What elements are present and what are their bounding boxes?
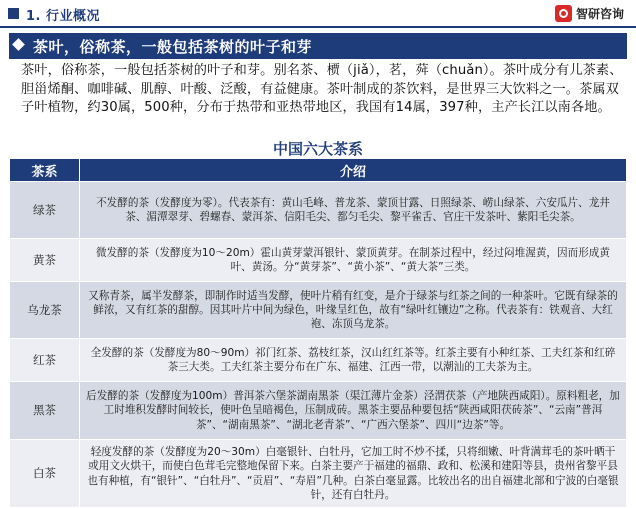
tea-category-name: 红茶 xyxy=(10,339,80,382)
tea-category-name: 黄茶 xyxy=(10,239,80,282)
tea-category-description: 全发酵的茶（发酵度为80～90m）祁门红茶、荔枝红茶，汉山红红茶等。红茶主要有小种红茶、工夫红茶和红碎茶三大类。工夫红茶主要分布在广东、福建、江西一带，以潮汕的工夫茶为主。 xyxy=(80,339,627,382)
section-title: 1. 行业概况 xyxy=(26,9,101,24)
tea-category-description: 后发酵的茶（发酵度为100m）普洱茶六堡茶湖南黑茶（渠江薄片金茶）泾渭茯茶（产地陕西咸阳）。原料粗老，加工时堆积发酵时间较长，使叶色呈暗褐色，压制成砖。黑茶主要品种要包括“陕西咸阳茯砖茶”、“云南”普洱茶”、“湖南黑茶”、“湖北老青茶”、“广西六堡茶”、四川“边茶”等。 xyxy=(80,382,627,440)
table-row xyxy=(10,339,627,382)
tea-category-name: 黑茶 xyxy=(10,382,80,440)
table-row xyxy=(10,440,627,508)
brand-logo-icon xyxy=(555,5,572,22)
intro-paragraph: 茶叶，俗称茶，一般包括茶树的叶子和芽。别名茶、槚（jiǎ），茗，荈（chuǎn）。茶叶成分有儿茶素、胆甾烯酮、咖啡碱、肌醇、叶酸、泛酸，有益健康。茶叶制成的茶饮料，是世界三大饮料之一。茶属双子叶植物，约30属，500种，分布于热带和亚热带地区，我国有14属，397种，主产长江以南各地。 xyxy=(21,63,623,115)
brand-name: 智研咨询 xyxy=(575,7,624,21)
section-marker-icon xyxy=(8,8,19,19)
brand-logo-group xyxy=(555,5,624,22)
tea-category-name: 乌龙茶 xyxy=(10,282,80,339)
banner-title: 茶叶，俗称茶，一般包括茶树的叶子和芽 xyxy=(33,38,313,56)
table-row xyxy=(10,382,627,440)
table-row xyxy=(10,239,627,282)
tea-category-description: 微发酵的茶（发酵度为10～20m）霍山黄芽蒙洱银针、蒙顶黄芽。在制茶过程中，经过闷堆渥黄，因而形成黄叶、黄汤。分“黄芽茶”、“黄小茶”、“黄大茶”三类。 xyxy=(80,239,627,282)
tea-category-description: 轻度发酵的茶（发酵度为20～30m）白毫银针、白牡丹，它加工时不炒不揉，只将细嫩、叶背满茸毛的茶叶晒干或用文火烘干，而使白色茸毛完整地保留下来。白茶主要产于福建的福鼎、政和、松溪和建阳等县，贵州省黎平县也有种植，有“银针”、“白牡丹”、“贡眉”、“寿眉”几种。白茶白毫显露。比较出名的出自福建北部和宁波的白毫银针，还有白牡丹。 xyxy=(80,440,627,508)
header-divider xyxy=(0,26,636,28)
table-row xyxy=(10,182,627,239)
tea-categories-table xyxy=(9,158,627,508)
tea-category-description: 不发酵的茶（发酵度为零）。代表茶有：黄山毛峰、普龙茶、蒙顶甘露、日照绿茶、崂山绿茶、六安瓜片、龙井茶、湄潭翠芽、碧螺春、蒙洱茶、信阳毛尖、都匀毛尖、黎平雀舌、官庄干发茶叶、紫阳毛尖茶。 xyxy=(80,182,627,239)
topic-banner xyxy=(9,33,627,59)
tea-category-name: 白茶 xyxy=(10,440,80,508)
tea-category-name: 绿茶 xyxy=(10,182,80,239)
table-row xyxy=(10,282,627,339)
tea-category-description: 又称青茶，属半发酵茶，即制作时适当发酵，使叶片稍有红变，是介于绿茶与红茶之间的一种茶叶。它既有绿茶的鲜浓，又有红茶的甜醇。因其叶片中间为绿色，叶缘呈红色，故有“绿叶红镶边”之称。代表茶有：铁观音、大红袍、冻顶乌龙茶。 xyxy=(80,282,627,339)
column-header-category: 茶系 xyxy=(10,159,80,182)
section-header xyxy=(0,0,636,30)
table-title: 中国六大茶系 xyxy=(272,140,363,158)
column-header-introduction: 介绍 xyxy=(80,159,627,182)
diamond-bullet-icon xyxy=(12,38,25,51)
table-header-row xyxy=(10,159,627,182)
